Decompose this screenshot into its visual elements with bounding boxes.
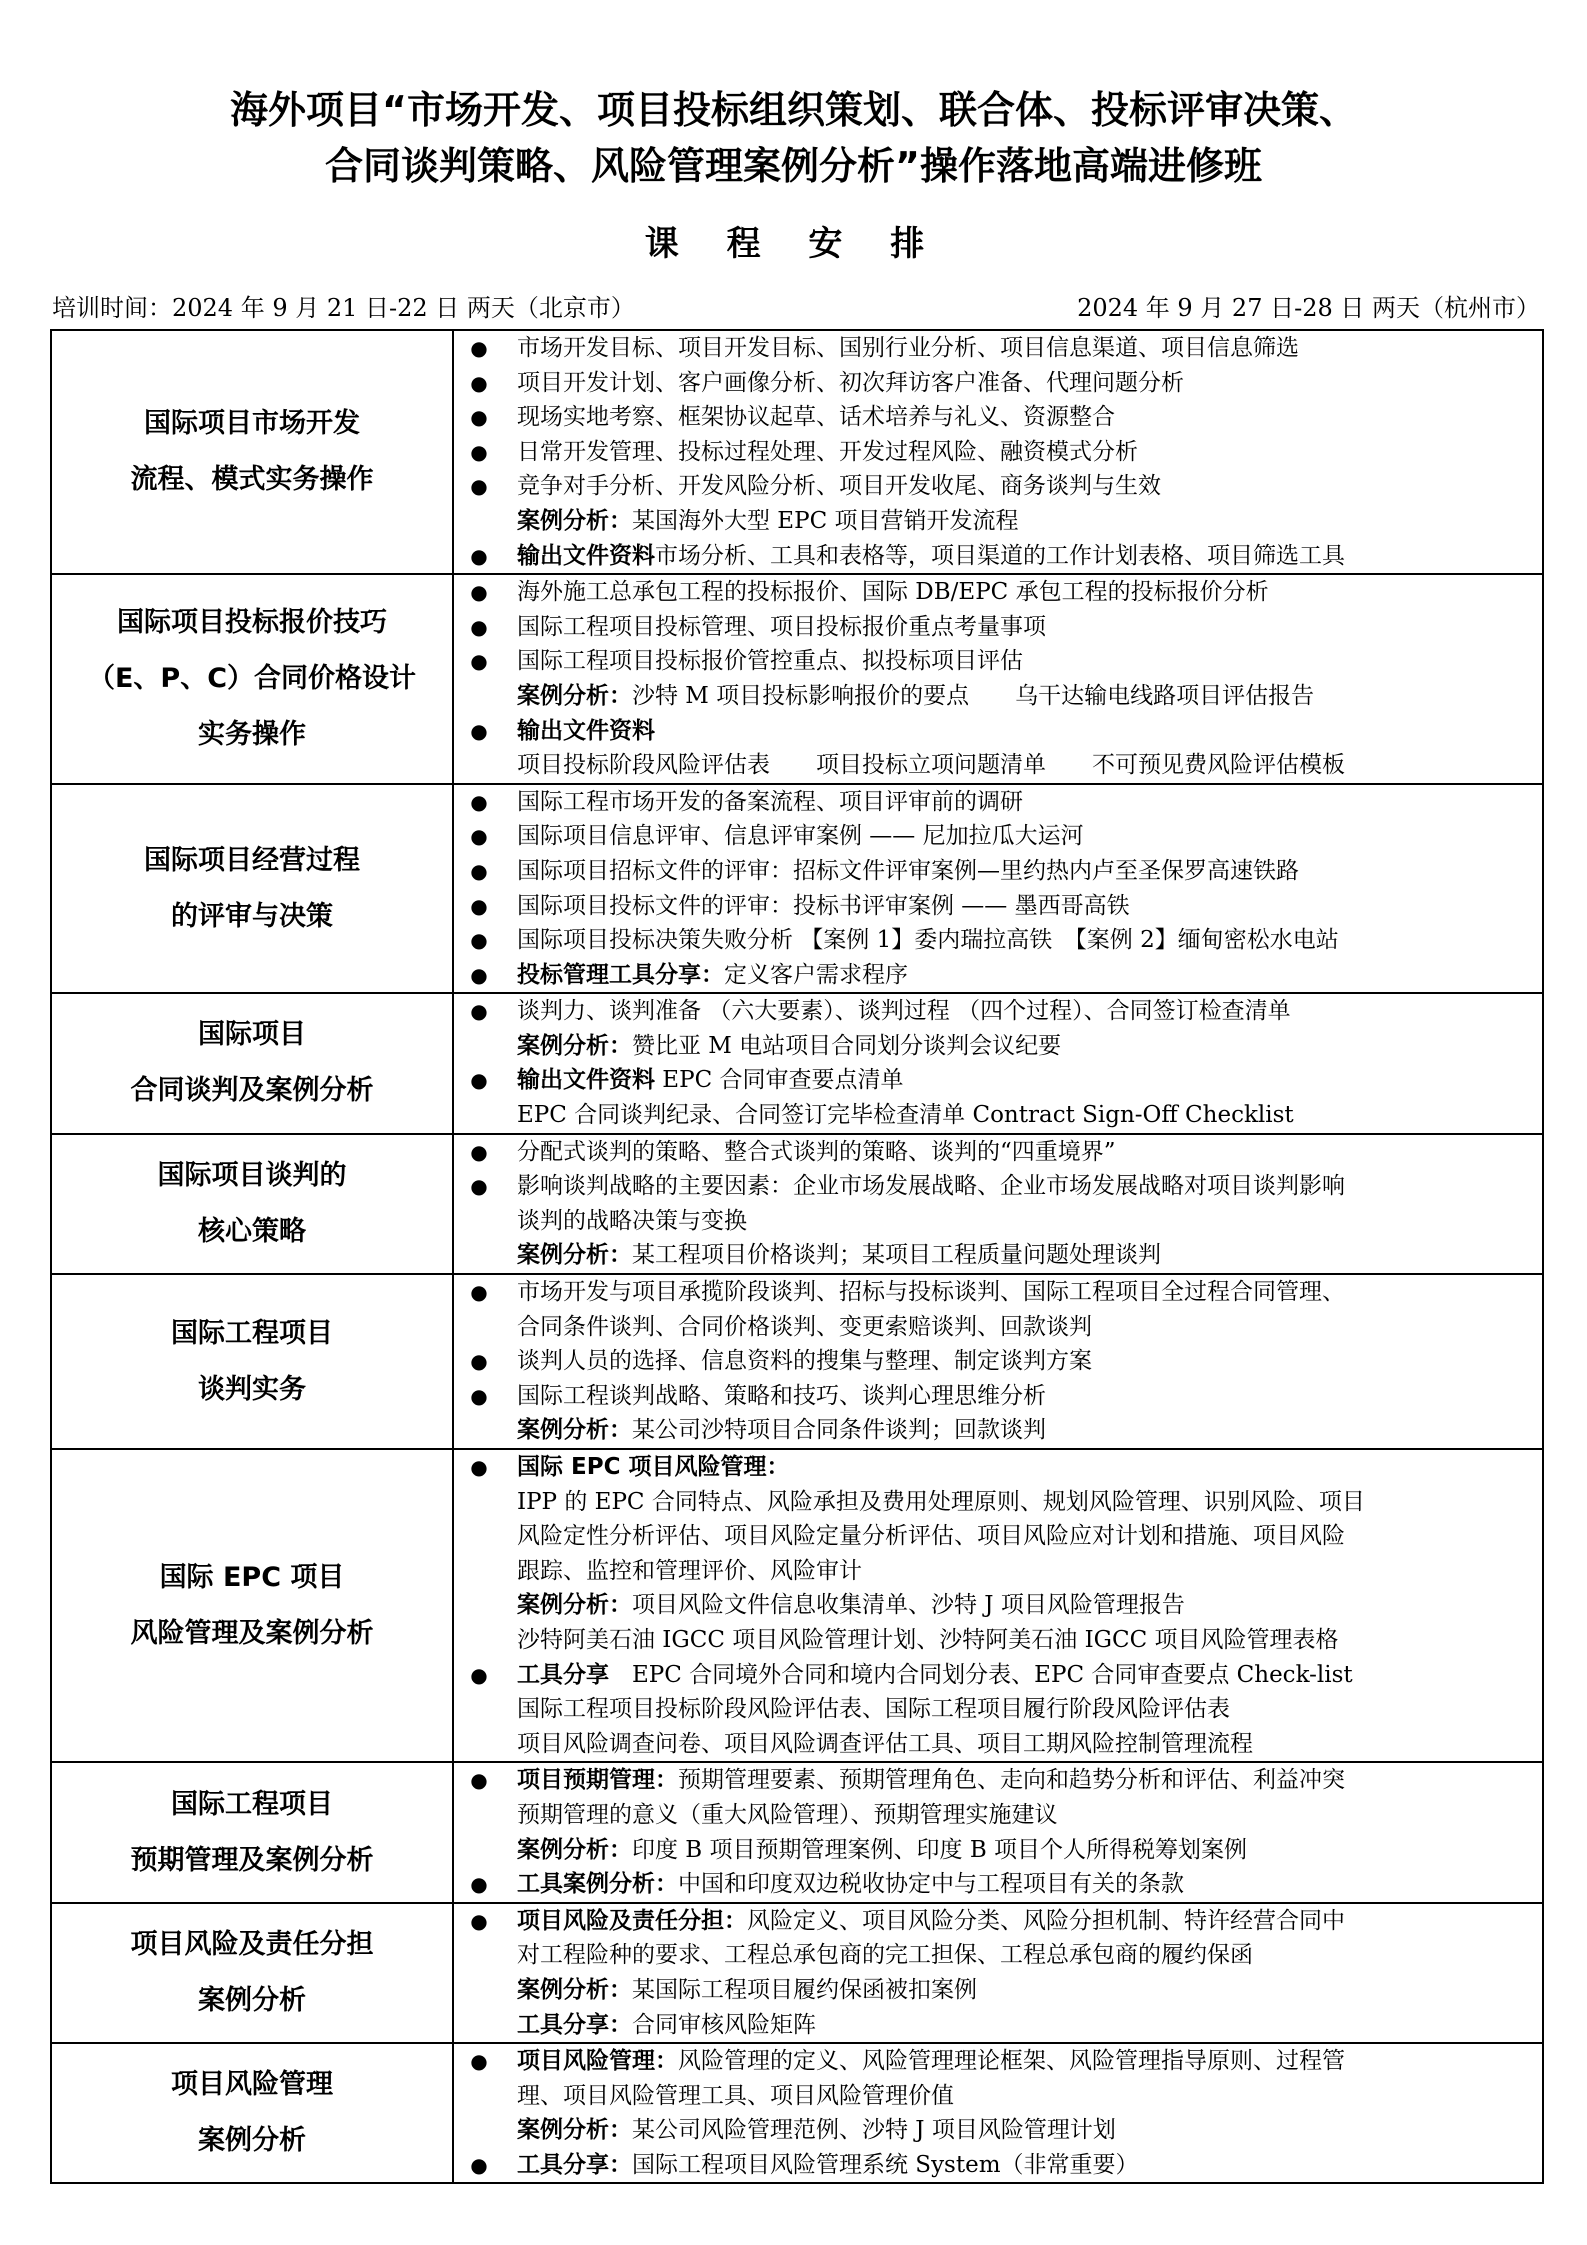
training-time-beijing: 培训时间：2024 年 9 月 21 日-22 日 两天（北京市） [52,294,635,322]
detail-text: 项目开发计划、客户画像分析、初次拜访客户准备、代理问题分析 [517,369,1184,396]
module-details [453,1134,1543,1274]
detail-label: 项目风险及责任分担： [517,1907,747,1934]
detail-text: 市场分析、工具和表格等，项目渠道的工作计划表格、项目筛选工具 [655,542,1345,569]
detail-text: 国际工程谈判战略、策略和技巧、谈判心理思维分析 [517,1382,1046,1409]
module-topic-line: 项目风险及责任分担 [130,1928,374,1960]
detail-text: 分配式谈判的策略、整合式谈判的策略、谈判的“四重境界” [517,1138,1116,1165]
module-topic [51,1449,453,1762]
detail-text: 项目投标阶段风险评估表 项目投标立项问题清单 不可预见费风险评估模板 [517,752,1345,779]
detail-label: 案例分析： [517,682,632,709]
detail-line [454,644,1542,679]
detail-line [454,1554,1542,1589]
bullet-icon: ● [470,1455,488,1479]
detail-line [454,1588,1542,1623]
detail-text: 国际工程项目投标阶段风险评估表、国际工程项目履行阶段风险评估表 [517,1696,1230,1723]
detail-text: 对工程险种的要求、工程总承包商的完工担保、工程总承包商的履约保函 [517,1942,1253,1969]
bullet-icon: ● [470,928,488,953]
detail-line [454,1485,1542,1520]
detail-text: 印度 B 项目预期管理案例、印度 B 项目个人所得税筹划案例 [632,1836,1248,1863]
detail-text: 国际工程项目风险管理系统 System（非常重要） [632,2151,1139,2178]
detail-text: 合同条件谈判、合同价格谈判、变更索赔谈判、回款谈判 [517,1313,1092,1340]
detail-line [454,785,1542,820]
bullet-icon: ● [470,1383,488,1408]
detail-line [454,1344,1542,1379]
detail-label: 项目预期管理： [517,1767,678,1794]
module-details [453,993,1543,1133]
detail-line [454,748,1542,783]
detail-label: 工具分享 [517,1661,609,1688]
detail-line [454,2044,1542,2079]
detail-text: 市场开发目标、项目开发目标、国别行业分析、项目信息渠道、项目信息筛选 [517,335,1299,361]
detail-text: 国际工程市场开发的备案流程、项目评审前的调研 [517,788,1023,815]
course-module-row [51,1903,1543,2043]
bullet-icon: ● [470,1908,488,1933]
detail-line [454,504,1542,539]
detail-line [454,400,1542,435]
detail-line [454,2008,1542,2043]
bullet-icon: ● [470,2152,488,2177]
detail-text: 合同审核风险矩阵 [632,2011,816,2038]
bullet-icon: ● [470,1662,488,1687]
detail-text: 日常开发管理、投标过程处理、开发过程风险、融资模式分析 [517,438,1138,465]
module-topic [51,1134,453,1274]
detail-line [454,575,1542,610]
detail-text: 预期管理要素、预期管理角色、走向和趋势分析和评估、利益冲突 [678,1767,1345,1794]
module-topic-line: 国际工程项目 [171,1788,333,1820]
detail-text: 项目风险文件信息收集清单、沙特 J 项目风险管理报告 [632,1592,1185,1619]
course-module-row [51,993,1543,1133]
detail-line [454,1519,1542,1554]
course-schedule-table [50,329,1544,2184]
detail-line [454,1098,1542,1133]
module-details [453,574,1543,784]
detail-line [454,1450,1542,1485]
detail-line [454,435,1542,470]
detail-text: 国际项目信息评审、信息评审案例 —— 尼加拉瓜大运河 [517,823,1084,850]
detail-text: IPP 的 EPC 合同特点、风险承担及费用处理原则、规划风险管理、识别风险、项目 [517,1488,1365,1515]
detail-text: 影响谈判战略的主要因素：企业市场发展战略、企业市场发展战略对项目谈判影响 [517,1173,1345,1200]
detail-line [454,1938,1542,1973]
module-topic [51,993,453,1133]
detail-text: 定义客户需求程序 [724,961,908,988]
detail-line [454,923,1542,958]
detail-text: 国际工程项目投标管理、项目投标报价重点考量事项 [517,613,1046,640]
course-module-row [51,330,1543,574]
bullet-icon: ● [470,1872,488,1897]
detail-line [454,1798,1542,1833]
detail-line [454,610,1542,645]
bullet-icon: ● [470,999,488,1024]
module-topic-line: 国际项目谈判的 [157,1159,347,1191]
module-details [453,2043,1543,2183]
detail-line [454,1204,1542,1239]
bullet-icon: ● [470,1349,488,1374]
module-topic [51,1903,453,2043]
course-module-row [51,784,1543,994]
detail-text: 理、项目风险管理工具、项目风险管理价值 [517,2082,954,2109]
detail-line [454,1904,1542,1939]
detail-label: 投标管理工具分享： [517,961,724,988]
detail-line [454,1973,1542,2008]
detail-line [454,854,1542,889]
detail-line [454,1833,1542,1868]
bullet-icon: ● [470,789,488,814]
detail-text: 竞争对手分析、开发风险分析、项目开发收尾、商务谈判与生效 [517,473,1161,500]
bullet-icon: ● [470,893,488,918]
detail-text: 沙特 M 项目投标影响报价的要点 乌干达输电线路项目评估报告 [632,682,1315,709]
bullet-icon: ● [470,370,488,395]
detail-text: EPC 合同审查要点清单 [655,1067,904,1094]
module-topic-line: 实务操作 [198,718,306,750]
detail-text: 海外施工总承包工程的投标报价、国际 DB/EPC 承包工程的投标报价分析 [517,579,1269,606]
detail-text: EPC 合同境外合同和境内合同划分表、EPC 合同审查要点 Check-list [609,1661,1353,1688]
detail-line [454,2148,1542,2183]
detail-text: 赞比亚 M 电站项目合同划分谈判会议纪要 [632,1032,1062,1059]
detail-line [454,958,1542,993]
bullet-icon: ● [470,858,488,883]
detail-line [454,1658,1542,1693]
detail-line [454,889,1542,924]
course-module-row [51,1762,1543,1902]
module-topic-line: 国际项目市场开发 [144,408,360,440]
detail-line [454,714,1542,749]
detail-line [454,539,1542,574]
detail-text: 风险定义、项目风险分类、风险分担机制、特许经营合同中 [747,1907,1345,1934]
detail-text: 谈判力、谈判准备 （六大要素）、谈判过程 （四个过程）、合同签订检查清单 [517,998,1291,1025]
title-line-2: 合同谈判策略、风险管理案例分析”操作落地高端进修班 [325,144,1262,188]
course-module-row [51,1134,1543,1274]
module-topic-line: （E、P、C）合同价格设计 [87,662,417,694]
detail-text: 项目风险调查问卷、项目风险调查评估工具、项目工期风险控制管理流程 [517,1730,1253,1757]
detail-text: 谈判的战略决策与变换 [517,1207,747,1234]
detail-label: 国际 EPC 项目风险管理： [517,1454,790,1480]
module-topic-line: 流程、模式实务操作 [130,464,374,496]
detail-text: 某国际工程项目履约保函被扣案例 [632,1976,977,2003]
module-topic-line: 案例分析 [198,2125,306,2157]
bullet-icon: ● [470,1068,488,1093]
bullet-icon: ● [470,474,488,499]
bullet-icon: ● [470,718,488,743]
training-time-hangzhou: 2024 年 9 月 27 日-28 日 两天（杭州市） [1077,294,1540,322]
detail-line [454,1867,1542,1902]
module-topic-line: 合同谈判及案例分析 [130,1075,374,1107]
module-topic-line: 项目风险管理 [171,2069,333,2101]
module-details [453,330,1543,574]
detail-line [454,1238,1542,1273]
detail-label: 项目风险管理： [517,2048,678,2075]
course-module-row [51,1274,1543,1449]
bullet-icon: ● [470,439,488,464]
detail-line [454,679,1542,714]
detail-text: 国际工程项目投标报价管控重点、拟投标项目评估 [517,648,1023,675]
bullet-icon: ● [470,614,488,639]
module-topic-line: 谈判实务 [198,1373,306,1405]
module-topic [51,330,453,574]
bullet-icon: ● [470,1280,488,1305]
detail-text: 某公司风险管理范例、沙特 J 项目风险管理计划 [632,2117,1116,2144]
detail-text: 预期管理的意义（重大风险管理）、预期管理实施建议 [517,1801,1058,1828]
detail-label: 输出文件资料 [517,542,655,569]
module-topic [51,574,453,784]
detail-text: 国际项目投标文件的评审：投标书评审案例 —— 墨西哥高铁 [517,892,1130,919]
title-line-1: 海外项目“市场开发、项目投标组织策划、联合体、投标评审决策、 [230,88,1357,132]
detail-text: 国际项目投标决策失败分析 【案例 1】委内瑞拉高铁 【案例 2】缅甸密松水电站 [517,927,1339,954]
module-topic-line: 国际 EPC 项目 [159,1561,345,1593]
detail-text: 某公司沙特项目合同条件谈判；回款谈判 [632,1417,1046,1444]
detail-text: 风险定性分析评估、项目风险定量分析评估、项目风险应对计划和措施、项目风险 [517,1523,1345,1550]
module-topic [51,1762,453,1902]
bullet-icon: ● [470,824,488,849]
detail-line [454,1310,1542,1345]
detail-line [454,1275,1542,1310]
module-details [453,1762,1543,1902]
module-topic-line: 国际工程项目 [171,1317,333,1349]
bullet-icon: ● [470,336,488,360]
module-topic-line: 案例分析 [198,1984,306,2016]
detail-line [454,1413,1542,1448]
course-module-row [51,1449,1543,1762]
detail-text: 某工程项目价格谈判；某项目工程质量问题处理谈判 [632,1242,1161,1269]
detail-text: 沙特阿美石油 IGCC 项目风险管理计划、沙特阿美石油 IGCC 项目风险管理表格 [517,1626,1339,1653]
detail-label: 案例分析： [517,1242,632,1269]
detail-text: 中国和印度双边税收协定中与工程项目有关的条款 [678,1871,1184,1898]
detail-label: 案例分析： [517,1417,632,1444]
detail-label: 工具案例分析： [517,1871,678,1898]
detail-line [454,1623,1542,1658]
detail-line [454,1727,1542,1762]
detail-line [454,1763,1542,1798]
course-module-row [51,574,1543,784]
detail-text: 现场实地考察、框架协议起草、话术培养与礼义、资源整合 [517,404,1115,431]
detail-line [454,2079,1542,2114]
bullet-icon: ● [470,1139,488,1164]
detail-text: 谈判人员的选择、信息资料的搜集与整理、制定谈判方案 [517,1348,1092,1375]
module-topic-line: 国际项目经营过程 [144,844,360,876]
detail-label: 案例分析： [517,507,632,534]
bullet-icon: ● [470,543,488,568]
detail-line [454,331,1542,366]
detail-text: 市场开发与项目承揽阶段谈判、招标与投标谈判、国际工程项目全过程合同管理、 [517,1279,1345,1306]
document-title [0,82,1587,194]
detail-label: 案例分析： [517,1976,632,2003]
bullet-icon: ● [470,649,488,674]
training-time [52,288,1540,322]
detail-text: 风险管理的定义、风险管理理论框架、风险管理指导原则、过程管 [678,2048,1345,2075]
detail-label: 案例分析： [517,1592,632,1619]
module-details [453,1449,1543,1762]
bullet-icon: ● [470,2049,488,2074]
bullet-icon: ● [470,580,488,605]
module-topic-line: 预期管理及案例分析 [130,1844,374,1876]
detail-line [454,1063,1542,1098]
module-topic-line: 风险管理及案例分析 [130,1617,374,1649]
detail-line [454,1379,1542,1414]
bullet-icon: ● [470,962,488,987]
detail-line [454,994,1542,1029]
module-topic-line: 国际项目投标报价技巧 [117,606,387,638]
module-details [453,1274,1543,1449]
bullet-icon: ● [470,1768,488,1793]
module-details [453,1903,1543,2043]
detail-label: 输出文件资料 [517,1067,655,1094]
module-details [453,784,1543,994]
detail-label: 案例分析： [517,1836,632,1863]
schedule-heading: 课 程 安 排 [644,224,943,264]
detail-line [454,2113,1542,2148]
detail-label: 案例分析： [517,2117,632,2144]
detail-label: 输出文件资料 [517,717,655,744]
module-topic-line: 核心策略 [198,1215,306,1247]
detail-line [454,1169,1542,1204]
detail-label: 案例分析： [517,1032,632,1059]
detail-line [454,469,1542,504]
detail-text: 某国海外大型 EPC 项目营销开发流程 [632,507,1019,534]
module-topic [51,2043,453,2183]
bullet-icon: ● [470,405,488,430]
detail-text: 国际项目招标文件的评审：招标文件评审案例—里约热内卢至圣保罗高速铁路 [517,857,1299,884]
course-module-row [51,2043,1543,2183]
detail-text: 跟踪、监控和管理评价、风险审计 [517,1557,862,1584]
module-topic [51,1274,453,1449]
bullet-icon: ● [470,1174,488,1199]
detail-line [454,819,1542,854]
detail-text: EPC 合同谈判纪录、合同签订完毕检查清单 Contract Sign-Off Checklist [517,1102,1294,1129]
detail-line [454,1029,1542,1064]
detail-line [454,1135,1542,1170]
detail-label: 工具分享： [517,2151,632,2178]
module-topic [51,784,453,994]
module-topic-line: 的评审与决策 [171,900,333,932]
detail-label: 工具分享： [517,2011,632,2038]
detail-line [454,366,1542,401]
detail-line [454,1692,1542,1727]
module-topic-line: 国际项目 [198,1019,306,1051]
